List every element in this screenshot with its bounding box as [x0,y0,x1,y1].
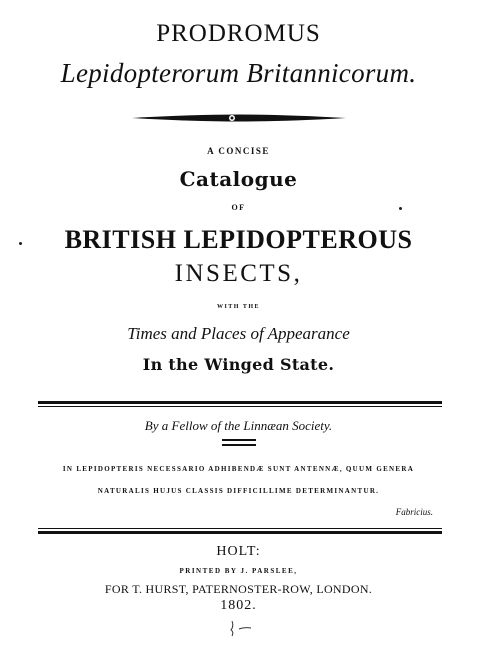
latin-subtitle: Lepidopterorum Britannicorum. [60,58,417,88]
of-word: OF [231,203,246,212]
imprint-year: 1802. [220,598,257,613]
ornament-rule [132,112,346,124]
catalogue-heading: Catalogue [179,167,298,191]
double-rule-top-thin [38,406,442,407]
ink-speck [19,242,22,245]
imprint-publisher: FOR T. HURST, PATERNOSTER-ROW, LONDON. [104,582,373,596]
epigraph-attribution: Fabricius. [395,507,433,517]
short-rule-upper [222,439,256,441]
british-lepidopterous-heading: BRITISH LEPIDOPTEROUS [64,225,413,254]
epigraph-line-1: IN LEPIDOPTERIS NECESSARIO ADHIBENDÆ SUNT ANTENNÆ, QUUM GENERA [62,465,415,473]
imprint-place: HOLT: [216,544,261,559]
double-rule-bottom-thick [38,531,442,534]
double-rule-top-thick [38,401,442,404]
short-rule-lower [222,444,256,446]
epigraph-line-2: NATURALIS HUJUS CLASSIS DIFFICILLIME DETERMINANTUR. [97,487,380,495]
winged-state-line: In the Winged State. [142,355,335,374]
insects-heading: INSECTS, [174,260,303,287]
a-concise: A CONCISE [207,146,270,156]
ink-speck [399,207,402,210]
imprint-printer: PRINTED BY J. PARSLEE, [179,567,298,575]
main-title: PRODROMUS [156,20,321,47]
author-line: By a Fellow of the Linnæan Society. [144,418,333,433]
with-the: WITH THE [216,304,261,310]
handwritten-mark [228,618,254,638]
double-rule-bottom-thin [38,528,442,529]
times-places-line: Times and Places of Appearance [127,324,350,343]
